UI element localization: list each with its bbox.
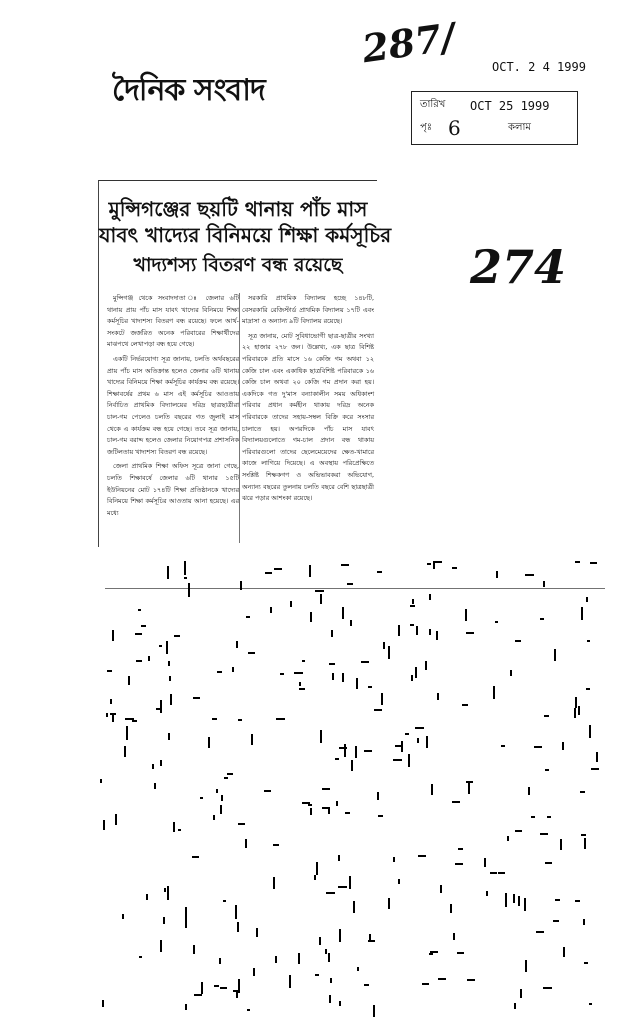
scan-speck bbox=[236, 641, 238, 648]
scan-speck bbox=[563, 947, 565, 957]
scan-speck bbox=[217, 671, 222, 673]
scan-speck bbox=[338, 855, 340, 861]
scan-speck bbox=[256, 928, 258, 937]
scan-speck bbox=[574, 708, 576, 718]
scan-speck bbox=[501, 745, 505, 747]
scan-speck bbox=[178, 829, 181, 831]
scan-speck bbox=[135, 633, 142, 635]
scan-speck bbox=[490, 872, 497, 874]
scan-speck bbox=[505, 893, 507, 907]
scan-speck bbox=[562, 742, 564, 750]
scan-speck bbox=[188, 583, 190, 597]
scan-speck bbox=[540, 618, 544, 620]
scan-speck bbox=[465, 609, 467, 621]
scan-speck bbox=[560, 839, 562, 850]
scan-speck bbox=[515, 640, 521, 642]
scan-speck bbox=[273, 877, 275, 889]
scan-speck bbox=[322, 807, 330, 809]
scan-speck bbox=[110, 699, 112, 704]
scan-speck bbox=[136, 660, 142, 662]
scan-speck bbox=[350, 620, 352, 626]
article-paragraph: মুন্সিগঞ্জ থেকে সংবাদদাতা ঃ জেলার ৬টি থানায় প্রায় পাঁচ মাস যাবৎ খাদ্যের বিনিময়ে শিক্ষা কর্মসূচির খাদ্যশস্য বিতরণ বন্ধ রয়েছে। ফলে আর্থ-সংকটে জর্জরিত অনেক পরিবারের শিক্ষার্থীদের মাঝপথে লেখাপড়া বন্ধ হয়ে গেছে। bbox=[107, 294, 239, 349]
scan-speck bbox=[486, 891, 488, 896]
stamp-date-label: তারিখ bbox=[420, 99, 446, 110]
scan-speck bbox=[429, 594, 431, 600]
scan-speck bbox=[102, 1000, 104, 1007]
scan-speck bbox=[374, 709, 382, 711]
scan-speck bbox=[540, 833, 548, 835]
scan-speck bbox=[575, 561, 580, 563]
handwritten-margin-number: 274 bbox=[470, 240, 567, 294]
scan-speck bbox=[524, 898, 526, 911]
scan-speck bbox=[173, 822, 175, 832]
scan-speck bbox=[437, 693, 439, 700]
scan-speck bbox=[174, 635, 180, 637]
scan-speck bbox=[310, 612, 312, 622]
scan-speck bbox=[368, 686, 372, 688]
scan-speck bbox=[495, 621, 498, 623]
scan-speck bbox=[185, 918, 187, 928]
scan-speck bbox=[184, 577, 187, 579]
scan-speck bbox=[106, 713, 108, 717]
scan-speck bbox=[328, 953, 330, 962]
scan-speck bbox=[246, 616, 250, 618]
scan-speck bbox=[339, 1001, 341, 1006]
scan-speck bbox=[212, 718, 217, 720]
scan-speck bbox=[429, 953, 433, 955]
scan-speck bbox=[274, 568, 282, 570]
scan-speck bbox=[514, 1003, 516, 1009]
stamp-date-value: OCT 25 1999 bbox=[470, 99, 550, 113]
headline-line-3: খাদ্যশস্য বিতরণ বন্ধ রয়েছে bbox=[133, 254, 343, 276]
scan-speck bbox=[152, 764, 154, 769]
scan-fold-line bbox=[105, 588, 605, 589]
scan-speck bbox=[436, 631, 438, 640]
scan-speck bbox=[339, 929, 341, 942]
scan-speck bbox=[368, 940, 375, 942]
scan-speck bbox=[586, 597, 588, 602]
scan-speck bbox=[398, 879, 400, 884]
scan-speck bbox=[112, 715, 114, 722]
article-paragraph: জেলা প্রাথমিক শিক্ষা অফিস সূত্রে জানা গেছে, চলতি শিক্ষাবর্ষে জেলার ৬টি থানার ১৫টি ইউনিয়নের মোট ১৭৪টি শিক্ষা প্রতিষ্ঠানকে খাদ্যের বিনিময়ে শিক্ষা কর্মসূচির আওতায় আনা হয়েছে। এর মধ্যে bbox=[107, 462, 239, 517]
scan-speck bbox=[438, 978, 446, 980]
stamp-page-value: 6 bbox=[448, 116, 461, 140]
scan-speck bbox=[426, 736, 428, 748]
scan-speck bbox=[302, 802, 310, 804]
scan-speck bbox=[453, 933, 455, 940]
headline-line-2: যাবৎ খাদ্যের বিনিময়ে শিক্ষা কর্মসূচির bbox=[99, 223, 392, 247]
scan-speck bbox=[164, 888, 166, 892]
scan-speck bbox=[138, 609, 141, 611]
scan-speck bbox=[468, 781, 470, 794]
scan-speck bbox=[525, 574, 534, 576]
scan-speck bbox=[167, 886, 169, 900]
scan-speck bbox=[435, 561, 442, 563]
scan-speck bbox=[247, 1009, 250, 1011]
scan-speck bbox=[329, 663, 335, 665]
scan-speck bbox=[280, 673, 284, 675]
scan-speck bbox=[455, 863, 463, 865]
scan-speck bbox=[393, 759, 402, 761]
scan-speck bbox=[425, 661, 427, 670]
scan-speck bbox=[213, 815, 215, 820]
scan-speck bbox=[170, 694, 172, 705]
scan-speck bbox=[457, 952, 464, 954]
scan-speck bbox=[580, 791, 585, 793]
scan-speck bbox=[528, 787, 530, 795]
newspaper-masthead: দৈনিক সংবাদ bbox=[112, 73, 265, 108]
scan-speck bbox=[536, 931, 544, 933]
scan-speck bbox=[342, 673, 344, 682]
scan-speck bbox=[273, 844, 279, 846]
scan-speck bbox=[369, 934, 371, 940]
article-clipping bbox=[98, 180, 392, 547]
scan-speck bbox=[310, 808, 312, 815]
scan-speck bbox=[553, 920, 559, 922]
scan-speck bbox=[253, 968, 255, 976]
scan-speck bbox=[139, 956, 142, 958]
scan-speck bbox=[248, 652, 255, 654]
scan-speck bbox=[507, 836, 509, 841]
scan-speck bbox=[159, 645, 162, 647]
scan-speck bbox=[347, 583, 353, 585]
article-column-1 bbox=[107, 293, 239, 522]
scan-speck bbox=[589, 1003, 592, 1005]
stamp-page-label: পৃঃ bbox=[420, 122, 433, 133]
scan-speck bbox=[185, 907, 187, 918]
scan-speck bbox=[462, 704, 468, 706]
scan-speck bbox=[270, 607, 272, 613]
scan-speck bbox=[351, 760, 353, 771]
scan-speck bbox=[393, 857, 395, 862]
scan-speck bbox=[275, 956, 277, 963]
scan-speck bbox=[227, 773, 233, 775]
scan-speck bbox=[110, 713, 116, 715]
scan-speck bbox=[422, 983, 429, 985]
scan-speck bbox=[132, 720, 137, 722]
scan-speck bbox=[364, 984, 369, 986]
scan-speck bbox=[314, 875, 316, 880]
scan-speck bbox=[584, 838, 586, 849]
scan-speck bbox=[126, 726, 128, 740]
scan-speck bbox=[416, 626, 418, 635]
scan-speck bbox=[415, 727, 424, 729]
article-paragraph: সূত্র জানায়, মোট সুবিধাভোগী ছাত্র-ছাত্রীর সংখ্যা ২২ হাজার ২৭৮ জন। উল্লেখ্য, এক ছাত্র বিশিষ্ট পরিবারকে প্রতি মাসে ১৬ কেজি গম অথবা ১২ কেজি চাল এবং একাধিক ছাত্রবিশিষ্ট পরিবারকে ১৬ কেজি চাল অথবা ২০ কেজি গম প্রদান করা হয়। একদিকে গত দু'মাস বন্যাকালীন সময় অধিকাংশ পরিবার প্রধান কর্মহীন থাকায় দরিদ্র অনেক পরিবারকে তাদের সহায়-সম্বল বিক্রি করে সংসার চালাতে হয়। অপরদিকে পাঁচ মাস যাবৎ বিদ্যালয়গুলোতে গম-চাল প্রদান বন্ধ থাকায় পরিবারগুলো তাদের ছেলেমেয়েদের ক্ষেত-খামারে কাজে লাগিয়ে দিয়েছে। এ অবস্থায় পরিপ্রেক্ষিতে সংশ্লিষ্ট শিক্ষকগণ ও অভিভাবকরা অভিযোগ, অন্যান্য বছরের তুলনায় চলতি বছরে বেশি ছাত্রছাত্রী ঝরে পড়ার আশংকা রয়েছে। bbox=[242, 331, 374, 503]
scan-speck bbox=[169, 676, 171, 681]
scan-speck bbox=[575, 697, 577, 708]
scan-speck bbox=[107, 670, 112, 672]
scan-speck bbox=[299, 688, 305, 690]
scan-speck bbox=[168, 733, 170, 740]
scan-speck bbox=[335, 758, 339, 760]
scan-speck bbox=[590, 562, 597, 564]
scan-speck bbox=[484, 858, 486, 867]
scan-speck bbox=[581, 607, 583, 620]
scan-speck bbox=[329, 995, 331, 1003]
scan-speck bbox=[320, 594, 322, 604]
scan-speck bbox=[353, 901, 355, 913]
scan-speck bbox=[388, 898, 390, 909]
scan-speck bbox=[235, 905, 237, 919]
scan-speck bbox=[383, 642, 385, 649]
scan-speck bbox=[208, 737, 210, 748]
scan-speck bbox=[584, 962, 588, 964]
scan-speck bbox=[452, 567, 457, 569]
scan-speck bbox=[160, 940, 162, 952]
scan-speck bbox=[398, 625, 400, 636]
scan-speck bbox=[200, 797, 203, 799]
scan-speck bbox=[427, 563, 431, 565]
scan-speck bbox=[433, 561, 435, 569]
scan-speck bbox=[377, 571, 382, 573]
scan-speck bbox=[302, 660, 305, 662]
scan-speck bbox=[309, 565, 311, 577]
scan-speck bbox=[498, 872, 505, 874]
scan-speck bbox=[128, 676, 130, 685]
scan-speck bbox=[115, 814, 117, 825]
scan-speck bbox=[100, 779, 102, 783]
scan-speck bbox=[467, 979, 475, 981]
scan-speck bbox=[418, 855, 426, 857]
date-stamp: OCT. 2 4 1999 bbox=[492, 60, 586, 74]
scan-speck bbox=[154, 783, 156, 789]
scan-speck bbox=[510, 670, 512, 676]
scan-speck bbox=[349, 876, 351, 889]
scan-speck bbox=[194, 994, 202, 996]
scan-speck bbox=[518, 896, 520, 906]
scan-speck bbox=[276, 718, 285, 720]
scan-speck bbox=[410, 624, 414, 626]
scan-speck bbox=[401, 741, 403, 752]
scan-speck bbox=[223, 900, 226, 902]
scan-speck bbox=[251, 734, 253, 745]
scan-speck bbox=[290, 601, 292, 607]
scan-speck bbox=[596, 752, 598, 762]
scan-speck bbox=[148, 656, 150, 661]
scan-speck bbox=[515, 830, 522, 832]
scan-speck bbox=[373, 1005, 375, 1017]
scan-speck bbox=[531, 816, 535, 818]
scan-speck bbox=[265, 572, 272, 574]
scan-speck bbox=[299, 682, 301, 686]
column-divider bbox=[239, 293, 240, 543]
article-paragraph: সরকারি প্রাথমিক বিদ্যালয় হচ্ছে ১৪৮টি, বেসরকারি রেজিস্টার্ড প্রাথমিক বিদ্যালয় ১৭টি এবং মাদ্রাসা ও অন্যান্য ৯টি বিদ্যালয় রয়েছে। bbox=[242, 294, 374, 326]
scan-speck bbox=[583, 919, 585, 925]
scan-speck bbox=[237, 922, 239, 932]
scan-speck bbox=[264, 790, 271, 792]
scan-speck bbox=[355, 746, 357, 758]
scan-speck bbox=[534, 746, 542, 748]
scan-speck bbox=[543, 581, 545, 587]
scan-speck bbox=[547, 816, 551, 818]
scan-speck bbox=[405, 733, 409, 735]
scan-speck bbox=[575, 900, 580, 902]
scan-speck bbox=[545, 862, 552, 864]
scan-speck bbox=[331, 630, 333, 637]
scan-speck bbox=[122, 914, 124, 919]
scan-speck bbox=[124, 746, 126, 757]
scan-speck bbox=[458, 848, 463, 850]
scan-speck bbox=[408, 754, 410, 767]
scan-speck bbox=[315, 974, 319, 976]
scan-speck bbox=[356, 678, 358, 689]
scan-speck bbox=[238, 979, 240, 993]
scan-speck bbox=[319, 937, 321, 945]
scan-speck bbox=[308, 804, 312, 806]
scan-speck bbox=[344, 744, 346, 757]
scan-speck bbox=[377, 792, 379, 800]
scan-speck bbox=[587, 640, 590, 642]
scan-speck bbox=[591, 768, 599, 770]
scan-speck bbox=[493, 686, 495, 699]
scan-speck bbox=[315, 590, 324, 592]
scan-speck bbox=[364, 750, 372, 752]
scan-speck bbox=[245, 839, 247, 848]
scan-speck bbox=[125, 718, 134, 720]
scan-speck bbox=[357, 967, 359, 971]
scan-speck bbox=[193, 697, 200, 699]
scan-speck bbox=[412, 599, 414, 604]
scan-speck bbox=[141, 625, 146, 627]
scan-speck bbox=[238, 719, 242, 721]
scan-speck bbox=[214, 985, 219, 987]
scan-speck bbox=[298, 953, 300, 964]
scan-speck bbox=[336, 801, 338, 806]
scan-speck bbox=[338, 886, 347, 888]
scan-speck bbox=[554, 649, 556, 661]
scan-speck bbox=[220, 805, 222, 814]
scan-speck bbox=[192, 856, 199, 858]
scan-speck bbox=[342, 607, 344, 619]
scan-speck bbox=[513, 894, 515, 903]
scan-speck bbox=[330, 978, 332, 983]
scan-speck bbox=[166, 641, 168, 654]
scan-speck bbox=[440, 885, 442, 893]
scan-speck bbox=[163, 917, 165, 924]
scan-speck bbox=[543, 987, 552, 989]
scan-speck bbox=[221, 795, 223, 801]
stamp-column-label: কলাম bbox=[508, 122, 531, 133]
scan-speck bbox=[167, 566, 169, 579]
scan-speck bbox=[112, 630, 114, 641]
article-column-2 bbox=[242, 293, 374, 508]
scan-speck bbox=[193, 945, 195, 954]
scan-speck bbox=[452, 801, 460, 803]
scan-speck bbox=[450, 904, 452, 913]
scan-speck bbox=[184, 561, 186, 575]
scan-speck bbox=[378, 815, 383, 817]
scan-speck bbox=[466, 632, 474, 634]
scan-speck bbox=[361, 661, 369, 663]
scan-speck bbox=[581, 834, 586, 836]
headline-line-1: মুন্সিগঞ্জের ছয়টি থানায় পাঁচ মাস bbox=[108, 197, 368, 221]
scan-speck bbox=[381, 693, 383, 705]
scan-speck bbox=[578, 706, 580, 715]
scan-speck bbox=[345, 812, 350, 814]
scan-speck bbox=[160, 700, 162, 713]
scan-speck bbox=[415, 667, 417, 678]
scan-speck bbox=[586, 688, 590, 690]
scan-speck bbox=[332, 673, 334, 680]
scan-speck bbox=[219, 958, 221, 964]
scan-speck bbox=[545, 769, 549, 771]
scan-speck bbox=[294, 672, 303, 674]
clipping-stamp-box bbox=[411, 91, 578, 145]
scan-speck bbox=[388, 646, 390, 659]
scan-speck bbox=[496, 571, 498, 578]
article-paragraph: একটি নির্ভরযোগ্য সূত্র জানায়, চলতি অর্থবছরের প্রায় পাঁচ মাস অতিক্রান্ত হলেও জেলার ৬টি থানায় খাদ্যের বিনিময়ে শিক্ষা কর্মসূচির কার্যক্রম বন্ধ রয়েছে। শিক্ষাবর্ষের প্রথম ৬ মাস এই কর্মসূচির আওতায় নির্বাচিত প্রাথমিক বিদ্যালয়ের দরিদ্র ছাত্রছাত্রীরা চাল-গম পেলেও চলতি বছরের গত জুলাই মাস থেকে এ কার্যক্রম বন্ধ হয়ে গেছে। তবে সূত্র জানায়, চাল-গম বরাদ্দ হলেও জেলার নিয়োগপত্র প্রশাসনিক জটিলতায় খাদ্যশস্য বিতরণ বন্ধ রয়েছে। bbox=[107, 354, 239, 456]
scan-speck bbox=[316, 862, 318, 875]
scan-speck bbox=[544, 715, 549, 717]
scan-speck bbox=[411, 675, 413, 681]
scan-speck bbox=[185, 1004, 187, 1010]
scan-speck bbox=[320, 730, 322, 743]
scan-speck bbox=[328, 809, 330, 814]
scan-speck bbox=[160, 760, 162, 766]
scan-speck bbox=[325, 949, 327, 954]
scan-speck bbox=[168, 661, 170, 666]
scan-speck bbox=[103, 820, 105, 830]
scan-speck bbox=[201, 982, 203, 994]
scan-speck bbox=[238, 823, 245, 825]
scan-speck bbox=[410, 605, 415, 607]
scan-speck bbox=[236, 992, 238, 998]
scan-speck bbox=[429, 629, 431, 635]
handwritten-file-number: 287/ bbox=[359, 13, 458, 72]
scan-speck bbox=[216, 789, 218, 793]
scan-speck bbox=[520, 989, 522, 998]
scan-speck bbox=[220, 987, 227, 989]
scan-speck bbox=[289, 975, 291, 988]
scan-speck bbox=[555, 899, 560, 901]
scan-speck bbox=[589, 725, 591, 738]
scan-speck bbox=[224, 777, 228, 779]
scan-speck bbox=[417, 738, 419, 743]
scan-speck bbox=[232, 667, 234, 672]
scan-speck bbox=[525, 960, 527, 972]
scan-speck bbox=[146, 894, 148, 900]
scan-speck bbox=[326, 892, 335, 894]
scan-speck bbox=[341, 564, 349, 566]
scan-speck bbox=[322, 788, 330, 790]
scan-speck bbox=[431, 784, 433, 795]
